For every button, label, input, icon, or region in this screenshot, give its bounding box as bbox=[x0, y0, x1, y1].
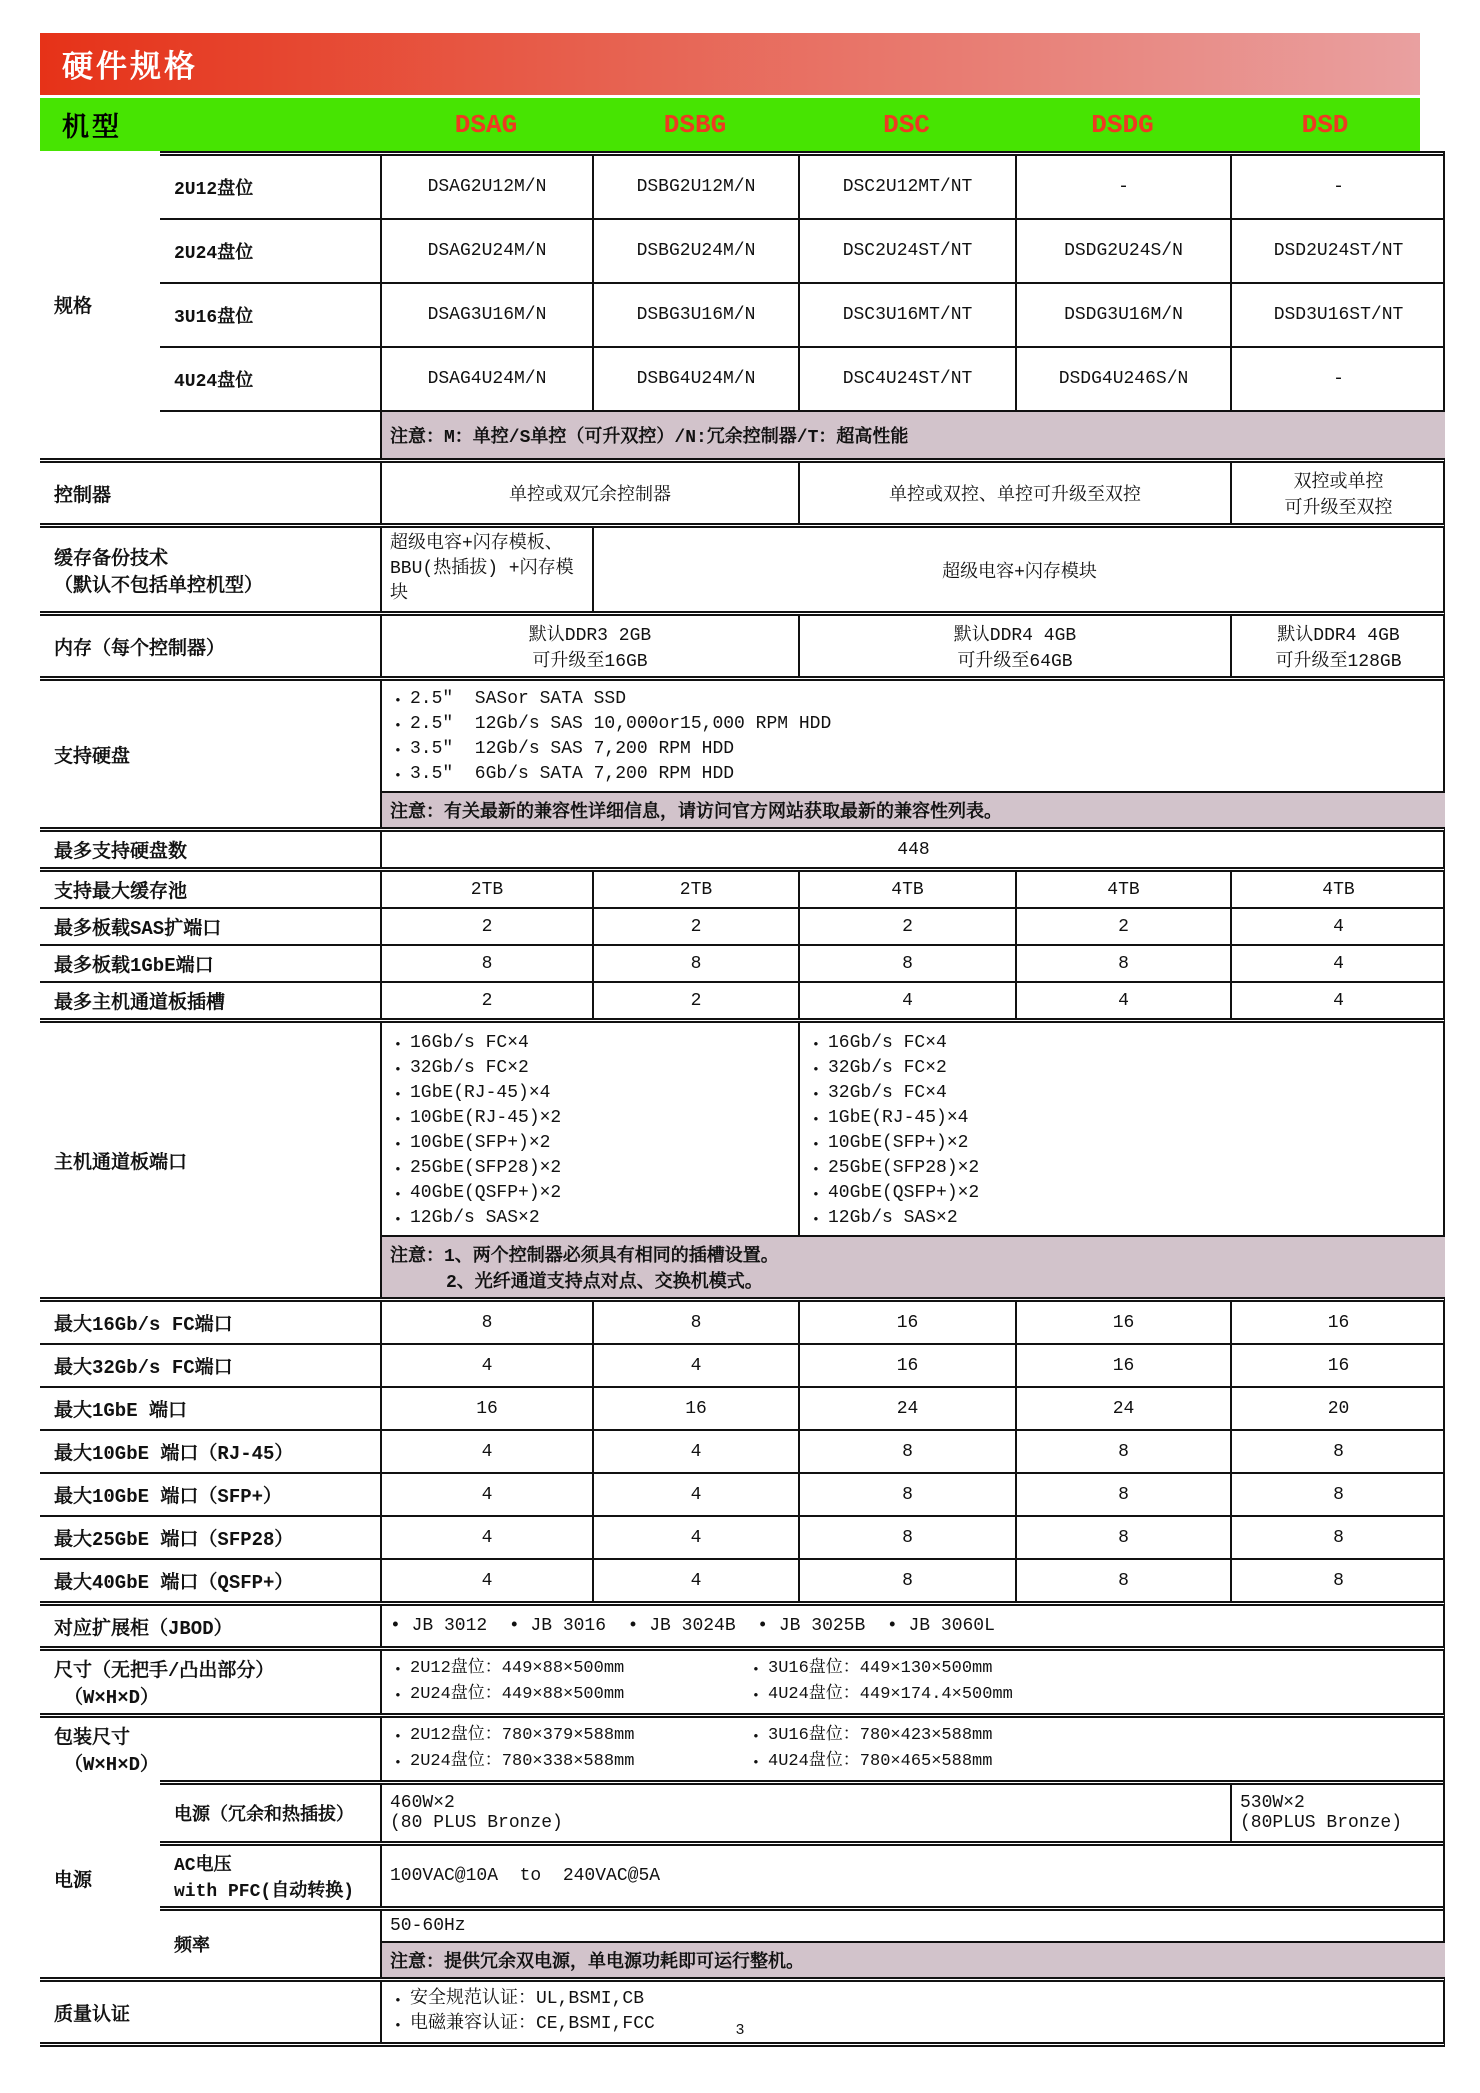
list-item: • 1GbE(RJ-45)×4 bbox=[390, 1081, 550, 1106]
value-cell: 8 bbox=[798, 1431, 1015, 1472]
list-item: • 安全规范认证：UL,BSMI,CB bbox=[390, 1987, 644, 2012]
model-cell: DSD2U24ST/NT bbox=[1230, 220, 1445, 282]
ac-voltage-cell: 100VAC@10A to 240VAC@5A bbox=[380, 1846, 1445, 1906]
section-dimensions bbox=[40, 1646, 1445, 1713]
model-name-dsd: DSD bbox=[1301, 109, 1349, 140]
value-cell: 4 bbox=[592, 1560, 798, 1601]
model-name-dsc: DSC bbox=[883, 109, 930, 140]
list-item: • 12Gb/s SAS×2 bbox=[390, 1206, 540, 1231]
value-cell: 8 bbox=[798, 1560, 1015, 1601]
list-item: • 25GbE(SFP28)×2 bbox=[390, 1156, 561, 1181]
content-area bbox=[40, 33, 1445, 2047]
table-row bbox=[160, 1785, 1445, 1841]
value-cell: 8 bbox=[1230, 1474, 1445, 1515]
value-cell: 4 bbox=[592, 1474, 798, 1515]
model-name-dsbg: DSBG bbox=[663, 109, 727, 140]
section-memory bbox=[40, 611, 1445, 676]
value-cell: 2 bbox=[380, 983, 592, 1018]
table-row bbox=[160, 218, 1445, 282]
value-cell: 448 bbox=[380, 832, 1445, 867]
value-cell: 20 bbox=[1230, 1388, 1445, 1429]
list-item: • 32Gb/s FC×2 bbox=[390, 1056, 529, 1081]
value-cell: 2 bbox=[380, 909, 592, 944]
list-item: • 3U16盘位：780×423×588mm bbox=[748, 1723, 1437, 1749]
value-cell: 8 bbox=[798, 1517, 1015, 1558]
section-host-boards bbox=[40, 1018, 1445, 1297]
model-cell: DSDG4U246S/N bbox=[1015, 348, 1230, 410]
list-item: • 32Gb/s FC×2 bbox=[808, 1056, 947, 1081]
list-item: • 10GbE(RJ-45)×2 bbox=[390, 1106, 561, 1131]
value-cell: 4 bbox=[798, 983, 1015, 1018]
value-cell: 2TB bbox=[592, 872, 798, 907]
controller-cell-dsag-dsbg: 单控或双冗余控制器 bbox=[380, 463, 798, 523]
row-label: 4U24盘位 bbox=[174, 372, 254, 392]
list-item: • 10GbE(SFP+)×2 bbox=[390, 1131, 550, 1156]
list-item: • 2.5" 12Gb/s SAS 10,000or15,000 RPM HDD bbox=[390, 712, 831, 737]
section-max-drives bbox=[40, 827, 1445, 867]
table-row bbox=[40, 1386, 1443, 1429]
list-item: • 2U24盘位：449×88×500mm bbox=[390, 1682, 740, 1708]
model-cell: DSC3U16MT/NT bbox=[798, 284, 1015, 346]
value-cell: 2 bbox=[1015, 909, 1230, 944]
list-item: • 2U24盘位：780×338×588mm bbox=[390, 1749, 740, 1775]
table-row bbox=[40, 1343, 1443, 1386]
jbod-list: • JB 3012 • JB 3016 • JB 3024B • JB 3025B • JB 3060L bbox=[380, 1606, 1445, 1646]
list-item: • 3.5" 6Gb/s SATA 7,200 RPM HDD bbox=[390, 762, 734, 787]
page-number: 3 bbox=[735, 2022, 745, 2039]
row-label: 主机通道板端口 bbox=[54, 1151, 188, 1174]
note-text: 注意：M：单控/S单控（可升双控）/N:冗余控制器/T：超高性能 bbox=[380, 412, 1445, 458]
value-cell: 8 bbox=[1015, 1474, 1230, 1515]
row-label: 内存（每个控制器） bbox=[54, 637, 226, 660]
table-row bbox=[40, 1429, 1443, 1472]
value-cell: 16 bbox=[798, 1302, 1015, 1343]
row-label: 2U24盘位 bbox=[174, 244, 254, 264]
host-board-list-left bbox=[380, 1023, 798, 1235]
model-cell: DSBG2U12M/N bbox=[592, 156, 798, 218]
table-row bbox=[160, 1841, 1445, 1906]
value-cell: 8 bbox=[1015, 1560, 1230, 1601]
value-cell: 2 bbox=[592, 909, 798, 944]
value-cell: 8 bbox=[1015, 1517, 1230, 1558]
psu-cell-dsd: 530W×2 (80PLUS Bronze) bbox=[1230, 1785, 1445, 1841]
value-cell: 8 bbox=[1230, 1517, 1445, 1558]
memory-cell-ddr4-128: 默认DDR4 4GB 可升级至128GB bbox=[1230, 616, 1445, 676]
list-item: • 40GbE(QSFP+)×2 bbox=[808, 1181, 979, 1206]
section-drives bbox=[40, 676, 1445, 827]
value-cell: 16 bbox=[1015, 1302, 1230, 1343]
value-cell: 2 bbox=[798, 909, 1015, 944]
list-item: • 10GbE(SFP+)×2 bbox=[808, 1131, 968, 1156]
packaging-values bbox=[380, 1718, 1445, 1780]
value-cell: 16 bbox=[1230, 1302, 1445, 1343]
list-item: • 25GbE(SFP28)×2 bbox=[808, 1156, 979, 1181]
value-cell: 4 bbox=[1230, 983, 1445, 1018]
row-label: 最大10GbE 端口（RJ-45） bbox=[54, 1443, 294, 1465]
section-jbod bbox=[40, 1601, 1445, 1646]
memory-cell-ddr3: 默认DDR3 2GB 可升级至16GB bbox=[380, 616, 798, 676]
psu-cell-main: 460W×2 (80 PLUS Bronze) bbox=[380, 1785, 1230, 1841]
value-cell: 4 bbox=[380, 1474, 592, 1515]
section-controller bbox=[40, 458, 1445, 523]
frequency-cell: 50-60Hz bbox=[380, 1911, 1445, 1941]
model-cell: DSC2U24ST/NT bbox=[798, 220, 1015, 282]
model-cell: - bbox=[1230, 348, 1445, 410]
row-label: 最大25GbE 端口（SFP28） bbox=[54, 1529, 294, 1551]
controller-cell-dsd: 双控或单控 可升级至双控 bbox=[1230, 463, 1445, 523]
list-item: • 12Gb/s SAS×2 bbox=[808, 1206, 958, 1231]
note-text: 注意：1、两个控制器必须具有相同的插槽设置。 2、光纤通道支持点对点、交换机模式。 bbox=[380, 1235, 1445, 1297]
value-cell: 8 bbox=[1015, 946, 1230, 981]
table-row bbox=[40, 944, 1443, 981]
table-row bbox=[40, 907, 1443, 944]
spec-group-label: 规格 bbox=[54, 296, 93, 318]
row-label: AC电压 with PFC(自动转换) bbox=[174, 1856, 355, 1902]
host-board-list-right bbox=[798, 1023, 1445, 1235]
value-cell: 2 bbox=[592, 983, 798, 1018]
section-packaging bbox=[40, 1713, 1445, 1780]
cache-cell-others: 超级电容+闪存模块 bbox=[592, 528, 1445, 611]
row-label: 支持硬盘 bbox=[54, 745, 131, 768]
model-cell: DSD3U16ST/NT bbox=[1230, 284, 1445, 346]
power-rows bbox=[160, 1780, 1445, 1977]
row-label: 控制器 bbox=[54, 484, 112, 507]
table-row bbox=[160, 346, 1445, 410]
value-cell: 4 bbox=[380, 1560, 592, 1601]
model-cell: DSAG2U24M/N bbox=[380, 220, 592, 282]
value-cell: 16 bbox=[1230, 1345, 1445, 1386]
table-row bbox=[40, 1302, 1443, 1343]
value-cell: 16 bbox=[798, 1345, 1015, 1386]
value-cell: 4 bbox=[1230, 909, 1445, 944]
model-cell: - bbox=[1230, 156, 1445, 218]
model-cell: DSDG2U24S/N bbox=[1015, 220, 1230, 282]
model-cell: DSAG3U16M/N bbox=[380, 284, 592, 346]
list-item: • 2U12盘位：780×379×588mm bbox=[390, 1723, 740, 1749]
row-label: 最多支持硬盘数 bbox=[54, 841, 188, 863]
table-row bbox=[40, 1558, 1443, 1601]
empty-cell bbox=[160, 412, 380, 458]
value-cell: 8 bbox=[1230, 1431, 1445, 1472]
model-cell: DSBG3U16M/N bbox=[592, 284, 798, 346]
value-cell: 4 bbox=[592, 1517, 798, 1558]
note-text: 注意：有关最新的兼容性详细信息，请访问官方网站获取最新的兼容性列表。 bbox=[380, 791, 1445, 827]
list-item: • 4U24盘位：780×465×588mm bbox=[748, 1749, 1437, 1775]
value-cell: 4 bbox=[592, 1345, 798, 1386]
value-cell: 4 bbox=[1015, 983, 1230, 1018]
list-item: • 40GbE(QSFP+)×2 bbox=[390, 1181, 561, 1206]
value-cell: 4 bbox=[380, 1431, 592, 1472]
model-name-dsag: DSAG bbox=[454, 109, 518, 140]
value-cell: 4 bbox=[1230, 946, 1445, 981]
row-label: 最大10GbE 端口（SFP+） bbox=[54, 1486, 283, 1508]
row-label: 电源（冗余和热插拔） bbox=[174, 1806, 354, 1826]
row-label: 最多板载1GbE端口 bbox=[54, 955, 214, 977]
table-row bbox=[40, 981, 1443, 1018]
value-cell: 8 bbox=[592, 946, 798, 981]
spec-rows bbox=[160, 151, 1445, 458]
row-label: 包装尺寸 （W×H×D） bbox=[54, 1727, 160, 1776]
list-item: • 32Gb/s FC×4 bbox=[808, 1081, 947, 1106]
page-title: 硬件规格 bbox=[62, 52, 198, 87]
list-item: • 2U12盘位：449×88×500mm bbox=[390, 1656, 740, 1682]
value-cell: 8 bbox=[380, 1302, 592, 1343]
drive-list bbox=[380, 681, 1445, 791]
value-cell: 8 bbox=[1230, 1560, 1445, 1601]
model-cell: DSBG2U24M/N bbox=[592, 220, 798, 282]
value-cell: 4TB bbox=[1230, 872, 1445, 907]
list-item: • 3.5" 12Gb/s SAS 7,200 RPM HDD bbox=[390, 737, 734, 762]
value-cell: 16 bbox=[380, 1388, 592, 1429]
model-cell: DSAG4U24M/N bbox=[380, 348, 592, 410]
list-item: • 16Gb/s FC×4 bbox=[808, 1031, 947, 1056]
row-label: 2U12盘位 bbox=[174, 180, 254, 200]
row-label: 最大16Gb/s FC端口 bbox=[54, 1314, 233, 1336]
section-port-rows bbox=[40, 1297, 1445, 1601]
model-cell: DSDG3U16M/N bbox=[1015, 284, 1230, 346]
value-cell: 16 bbox=[592, 1388, 798, 1429]
model-col-label: 机型 bbox=[62, 114, 122, 145]
row-label: 频率 bbox=[174, 1937, 210, 1957]
row-label: 质量认证 bbox=[54, 2003, 131, 2026]
note-text: 注意：提供冗余双电源，单电源功耗即可运行整机。 bbox=[380, 1941, 1445, 1977]
list-item: • 16Gb/s FC×4 bbox=[390, 1031, 529, 1056]
model-header-bar bbox=[40, 98, 1420, 151]
table-row bbox=[160, 156, 1445, 218]
value-cell: 24 bbox=[1015, 1388, 1230, 1429]
list-item: • 电磁兼容认证：CE,BSMI,FCC bbox=[390, 2012, 655, 2037]
row-label: 尺寸（无把手/凸出部分） （W×H×D） bbox=[54, 1660, 275, 1709]
table-row bbox=[40, 872, 1443, 907]
model-cell: DSBG4U24M/N bbox=[592, 348, 798, 410]
row-label: 对应扩展柜（JBOD） bbox=[54, 1617, 233, 1640]
row-label: 3U16盘位 bbox=[174, 308, 254, 328]
row-label: 最多主机通道板插槽 bbox=[54, 992, 226, 1014]
value-cell: 4TB bbox=[1015, 872, 1230, 907]
table-row bbox=[160, 282, 1445, 346]
value-cell: 4 bbox=[380, 1345, 592, 1386]
row-label: 最多板载SAS扩端口 bbox=[54, 918, 222, 940]
value-cell: 8 bbox=[380, 946, 592, 981]
model-cell: DSC2U12MT/NT bbox=[798, 156, 1015, 218]
value-cell: 4 bbox=[592, 1431, 798, 1472]
power-group-label: 电源 bbox=[54, 1870, 93, 1892]
table-row-note bbox=[160, 410, 1445, 458]
section-cache-backup bbox=[40, 523, 1445, 611]
value-cell: 4 bbox=[380, 1517, 592, 1558]
list-item: • 1GbE(RJ-45)×4 bbox=[808, 1106, 968, 1131]
memory-cell-ddr4-64: 默认DDR4 4GB 可升级至64GB bbox=[798, 616, 1230, 676]
row-label: 支持最大缓存池 bbox=[54, 881, 188, 903]
list-item: • 2.5" SASor SATA SSD bbox=[390, 687, 626, 712]
dimension-values bbox=[380, 1651, 1445, 1713]
row-label: 缓存备份技术 （默认不包括单控机型） bbox=[54, 547, 264, 597]
row-label: 最大32Gb/s FC端口 bbox=[54, 1357, 233, 1379]
value-cell: 8 bbox=[798, 1474, 1015, 1515]
page-title-bar bbox=[40, 33, 1420, 95]
section-power bbox=[40, 1780, 1445, 1977]
model-cell: DSC4U24ST/NT bbox=[798, 348, 1015, 410]
model-cell: - bbox=[1015, 156, 1230, 218]
table-row bbox=[40, 1515, 1443, 1558]
value-cell: 24 bbox=[798, 1388, 1015, 1429]
row-label: 最大40GbE 端口（QSFP+） bbox=[54, 1572, 294, 1594]
value-cell: 8 bbox=[798, 946, 1015, 981]
controller-cell-dsc-dsdg: 单控或双控、单控可升级至双控 bbox=[798, 463, 1230, 523]
value-cell: 16 bbox=[1015, 1345, 1230, 1386]
table-row bbox=[40, 1472, 1443, 1515]
section-numeric-rows bbox=[40, 867, 1445, 1018]
table-row bbox=[160, 1906, 1445, 1977]
value-cell: 4TB bbox=[798, 872, 1015, 907]
value-cell: 8 bbox=[592, 1302, 798, 1343]
model-cell: DSAG2U12M/N bbox=[380, 156, 592, 218]
value-cell: 8 bbox=[1015, 1431, 1230, 1472]
model-name-dsdg: DSDG bbox=[1091, 109, 1154, 140]
list-item: • 3U16盘位：449×130×500mm bbox=[748, 1656, 1437, 1682]
value-cell: 2TB bbox=[380, 872, 592, 907]
row-label: 最大1GbE 端口 bbox=[54, 1400, 188, 1422]
section-spec-models bbox=[40, 151, 1445, 458]
list-item: • 4U24盘位：449×174.4×500mm bbox=[748, 1682, 1437, 1708]
cache-cell-dsag: 超级电容+闪存模板、BBU(热插拔) +闪存模块 bbox=[380, 528, 592, 611]
